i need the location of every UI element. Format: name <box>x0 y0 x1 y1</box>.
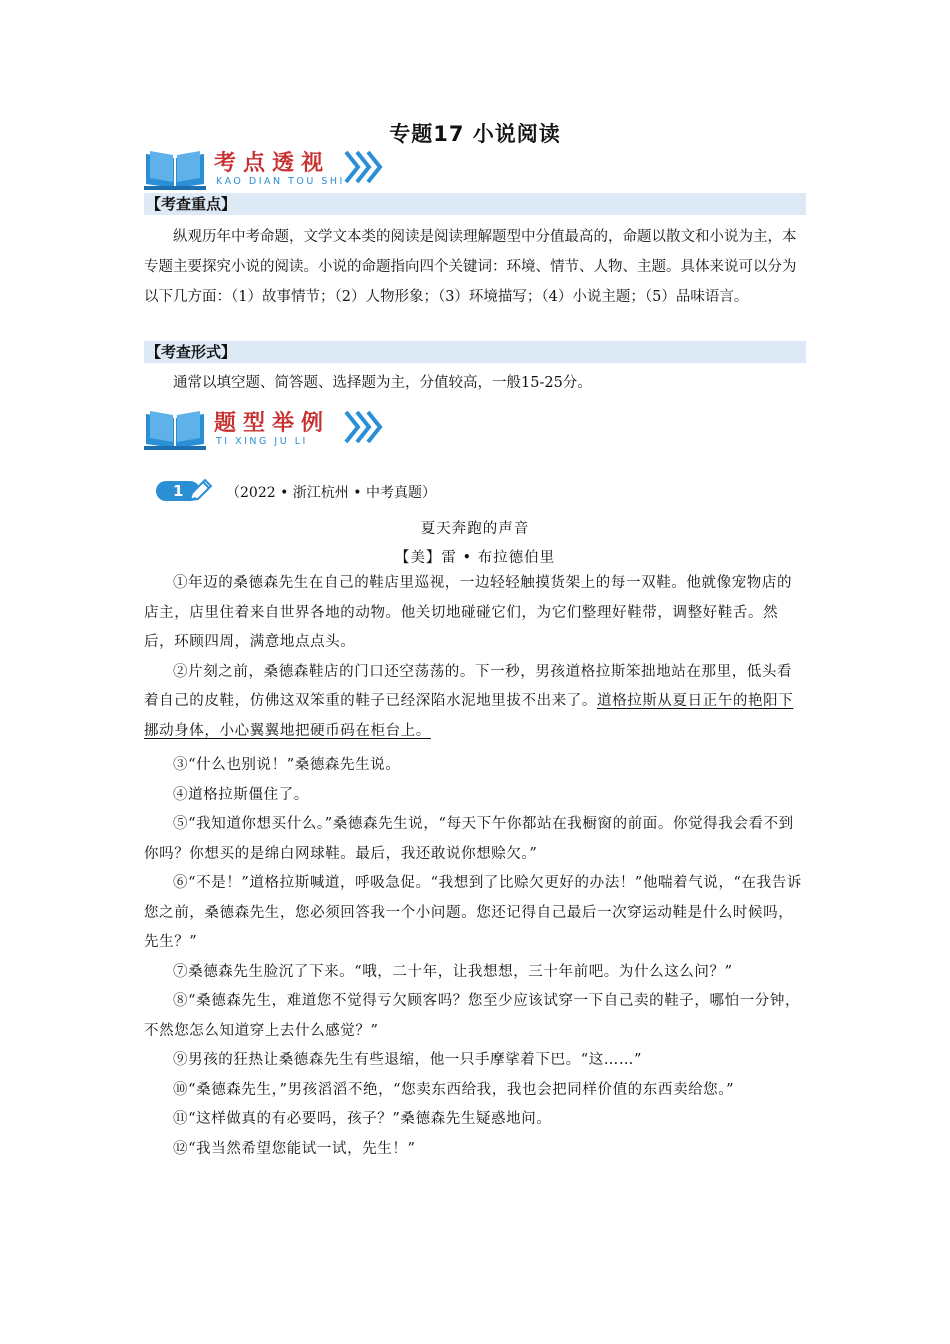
story-paragraph <box>144 658 806 747</box>
banner-title: 考点透视 <box>214 151 331 176</box>
page-title: 专题17 小说阅读 <box>389 122 561 146</box>
banner-subtitle: KAO DIAN TOU SHI <box>216 176 345 187</box>
example-number-badge <box>156 478 216 504</box>
pencil-icon <box>186 478 214 504</box>
section-heading-format: 【考查形式】 <box>144 341 806 363</box>
story-paragraph: ⑥“不是！”道格拉斯喊道，呼吸急促。“我想到了比赊欠更好的办法！”他喘着气说，“在我告诉您之前，桑德森先生，您必须回答我一个小问题。您还记得自己最后一次穿运动鞋是什么时候吗，先生？” <box>144 875 802 950</box>
story-paragraph: ⑨男孩的狂热让桑德森先生有些退缩，他一只手摩挲着下巴。“这……” <box>173 1052 643 1068</box>
story-paragraph: ①年迈的桑德森先生在自己的鞋店里巡视，一边轻轻触摸货架上的每一双鞋。他就像宠物店的店主，店里住着来自世界各地的动物。他关切地碰碰它们，为它们整理好鞋带，调整好鞋舌。然后，环顾四周，满意地点点头。 <box>144 575 793 650</box>
section-paragraph-format: 通常以填空题、简答题、选择题为主，分值较高，一般15-25分。 <box>173 375 592 391</box>
story-paragraph: ⑦桑德森先生脸沉了下来。“哦，二十年，让我想想，三十年前吧。为什么这么问？” <box>173 963 733 980</box>
story-paragraph: ③“什么也别说！”桑德森先生说。 <box>173 757 401 773</box>
section-banner-tixing <box>144 408 404 454</box>
story-paragraph: ⑧“桑德森先生，难道您不觉得亏欠顾客吗？您至少应该试穿一下自己卖的鞋子，哪怕一分钟，不然您怎么知道穿上去什么感觉？” <box>144 993 801 1039</box>
chevron-right-icon <box>344 410 384 444</box>
story-paragraph: ④道格拉斯僵住了。 <box>173 786 309 803</box>
section-paragraph-focus: 纵观历年中考命题，文学文本类的阅读是阅读理解题型中分值最高的，命题以散文和小说为主，本专题主要探究小说的阅读。小说的命题指向四个关键词：环境、情节、人物、主题。具体来说可以分为以下几方面：（1）故事情节；（2）人物形象；（3）环境描写；（4）小说主题；（5）品味语言。 <box>144 229 797 305</box>
banner-title: 题型举例 <box>214 411 331 436</box>
story-text: ②片刻之前，桑德森鞋店的门口还空荡荡的。下一秒，男孩道格拉斯笨拙地站在那里，低头看着自己的皮鞋，仿佛这双笨重的鞋子已经深陷水泥地里拔不出来了。 <box>144 663 793 709</box>
chevron-right-icon <box>344 150 384 184</box>
story-paragraph: ⑤“我知道你想买什么。”桑德森先生说，“每天下午你都站在我橱窗的前面。你觉得我会看不到你吗？你想买的是绵白网球鞋。最后，我还敢说你想赊欠。” <box>144 816 794 862</box>
story-author: 【美】雷 • 布拉德伯里 <box>394 550 556 566</box>
book-icon <box>144 148 206 190</box>
section-heading-focus: 【考查重点】 <box>144 193 806 215</box>
story-title: 夏天奔跑的声音 <box>420 521 530 537</box>
story-paragraph: ⑫“我当然希望您能试一试，先生！” <box>173 1140 416 1157</box>
story-paragraph: ⑩“桑德森先生，”男孩滔滔不绝，“您卖东西给我，我也会把同样价值的东西卖给您。” <box>173 1081 735 1098</box>
story-paragraph: ⑪“这样做真的有必要吗，孩子？”桑德森先生疑惑地问。 <box>173 1111 552 1127</box>
story-body <box>144 569 806 1164</box>
underlined-sentence: 道格拉斯从夏日正午的艳阳下挪动身体，小心翼翼地把硬币码在柜台上。 <box>144 693 794 739</box>
badge-number: 1 <box>173 482 184 500</box>
book-icon <box>144 408 206 450</box>
section-banner-kaodian <box>144 148 404 194</box>
question-source: （2022 • 浙江杭州 • 中考真题） <box>226 485 436 501</box>
banner-subtitle: TI XING JU LI <box>216 436 308 447</box>
